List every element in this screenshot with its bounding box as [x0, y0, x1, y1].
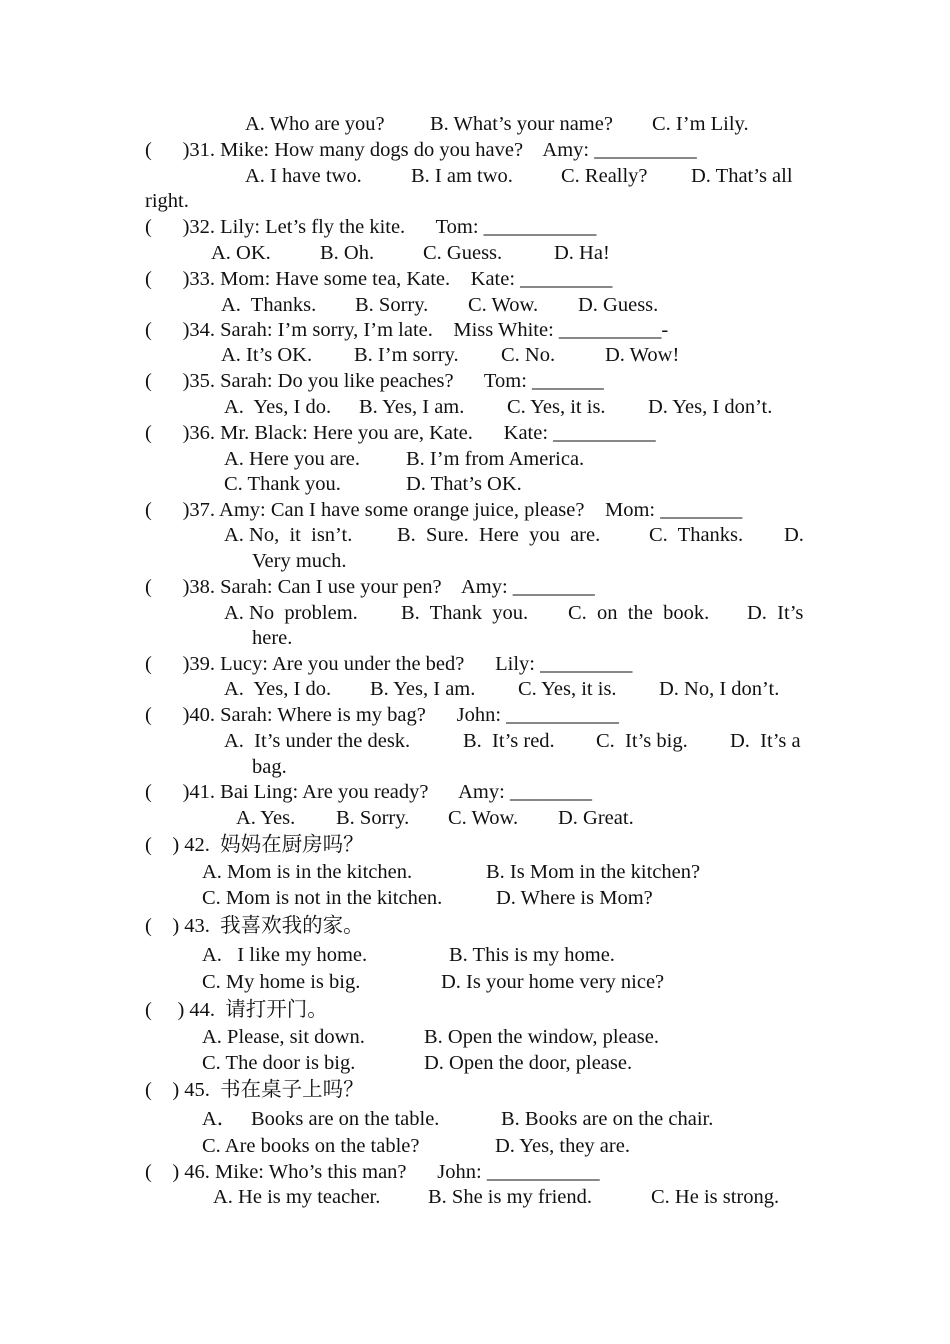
q46-option-c: C. He is strong. — [651, 1186, 780, 1208]
q40-option-d: D. It’s a — [730, 730, 801, 752]
q31-option-d: D. That’s all — [691, 165, 793, 187]
q31-option-d-wrap: right. — [145, 190, 189, 212]
q34-option-a: A. It’s OK. — [221, 344, 313, 366]
q35-stem: ( )35. Sarah: Do you like peaches? Tom: _______ — [145, 370, 604, 392]
q30-option-b: B. What’s your name? — [430, 113, 613, 135]
q45-option-a-letter: A． — [202, 1108, 238, 1130]
q39-option-a: A. Yes, I do. — [224, 678, 332, 700]
q33-option-a: A. Thanks. — [221, 294, 317, 316]
q38-option-b: B. Thank you. — [401, 602, 529, 624]
q39-option-d: D. No, I don’t. — [659, 678, 780, 700]
q34-option-d: D. Wow! — [605, 344, 680, 366]
q45-option-b: B. Books are on the chair. — [501, 1108, 714, 1130]
q33-option-d: D. Guess. — [578, 294, 659, 316]
q43-stem: ( ) 43. 我喜欢我的家。 — [145, 915, 364, 937]
q42-option-c: C. Mom is not in the kitchen. — [202, 887, 443, 909]
q37-stem: ( )37. Amy: Can I have some orange juice, please? Mom: ________ — [145, 499, 743, 521]
q35-option-c: C. Yes, it is. — [507, 396, 606, 418]
q32-option-a: A. OK. — [211, 242, 271, 264]
q35-option-d: D. Yes, I don’t. — [648, 396, 773, 418]
q43-option-b: B. This is my home. — [449, 944, 615, 966]
q37-option-b: B. Sure. Here you are. — [397, 524, 601, 546]
q34-option-c: C. No. — [501, 344, 556, 366]
q36-option-d: D. That’s OK. — [406, 473, 522, 495]
q31-option-a: A. I have two. — [245, 165, 362, 187]
q41-option-c: C. Wow. — [448, 807, 519, 829]
q41-option-a: A. Yes. — [236, 807, 296, 829]
q33-option-b: B. Sorry. — [355, 294, 429, 316]
q44-option-c: C. The door is big. — [202, 1052, 356, 1074]
q42-option-d: D. Where is Mom? — [496, 887, 653, 909]
q38-option-d-wrap: here. — [252, 627, 293, 649]
q40-option-b: B. It’s red. — [463, 730, 555, 752]
q44-option-b: B. Open the window, please. — [424, 1026, 659, 1048]
q37-option-c: C. Thanks. — [649, 524, 744, 546]
q31-option-b: B. I am two. — [411, 165, 513, 187]
q41-option-d: D. Great. — [558, 807, 634, 829]
q43-option-d: D. Is your home very nice? — [441, 971, 665, 993]
q46-option-a: A. He is my teacher. — [213, 1186, 381, 1208]
q31-stem: ( )31. Mike: How many dogs do you have? Amy: __________ — [145, 139, 697, 161]
q36-option-c: C. Thank you. — [224, 473, 341, 495]
q36-stem: ( )36. Mr. Black: Here you are, Kate. Kate: __________ — [145, 422, 656, 444]
q32-stem: ( )32. Lily: Let’s fly the kite. Tom: ___________ — [145, 216, 597, 238]
q44-stem: ( ) 44. 请打开门。 — [145, 999, 328, 1021]
q34-stem: ( )34. Sarah: I’m sorry, I’m late. Miss White: __________- — [145, 319, 669, 341]
q45-stem: ( ) 45. 书在桌子上吗？ — [145, 1079, 364, 1101]
q32-option-c: C. Guess. — [423, 242, 503, 264]
q31-option-c: C. Really? — [561, 165, 648, 187]
q40-stem: ( )40. Sarah: Where is my bag? John: ___________ — [145, 704, 619, 726]
q39-option-c: C. Yes, it is. — [518, 678, 617, 700]
q38-option-d: D. It’s — [747, 602, 804, 624]
q42-stem: ( ) 42. 妈妈在厨房吗？ — [145, 834, 364, 856]
q36-option-a: A. Here you are. — [224, 448, 361, 470]
q45-option-a: Books are on the table. — [251, 1108, 440, 1130]
q35-option-b: B. Yes, I am. — [359, 396, 465, 418]
q33-stem: ( )33. Mom: Have some tea, Kate. Kate: _________ — [145, 268, 613, 290]
q30-option-a: A. Who are you? — [245, 113, 385, 135]
q37-option-d: D. — [784, 524, 804, 546]
q40-option-a: A. It’s under the desk. — [224, 730, 411, 752]
q45-option-c: C. Are books on the table? — [202, 1135, 420, 1157]
q34-option-b: B. I’m sorry. — [354, 344, 459, 366]
q32-option-d: D. Ha! — [554, 242, 610, 264]
q40-option-d-wrap: bag. — [252, 756, 287, 778]
q30-option-c: C. I’m Lily. — [652, 113, 749, 135]
q35-option-a: A. Yes, I do. — [224, 396, 332, 418]
q39-stem: ( )39. Lucy: Are you under the bed? Lily: _________ — [145, 653, 633, 675]
q43-option-c: C. My home is big. — [202, 971, 361, 993]
q39-option-b: B. Yes, I am. — [370, 678, 476, 700]
q42-option-a: A. Mom is in the kitchen. — [202, 861, 413, 883]
q41-option-b: B. Sorry. — [336, 807, 410, 829]
q33-option-c: C. Wow. — [468, 294, 539, 316]
q43-option-a: A. I like my home. — [202, 944, 368, 966]
q44-option-a: A. Please, sit down. — [202, 1026, 365, 1048]
q45-option-d: D. Yes, they are. — [495, 1135, 630, 1157]
q37-option-a: A. No, it isn’t. — [224, 524, 353, 546]
q42-option-b: B. Is Mom in the kitchen? — [486, 861, 701, 883]
q36-option-b: B. I’m from America. — [406, 448, 585, 470]
q32-option-b: B. Oh. — [320, 242, 375, 264]
q44-option-d: D. Open the door, please. — [424, 1052, 633, 1074]
q40-option-c: C. It’s big. — [596, 730, 688, 752]
q37-option-d-wrap: Very much. — [252, 550, 347, 572]
q38-option-a: A. No problem. — [224, 602, 358, 624]
q38-option-c: C. on the book. — [568, 602, 710, 624]
q38-stem: ( )38. Sarah: Can I use your pen? Amy: ________ — [145, 576, 595, 598]
q41-stem: ( )41. Bai Ling: Are you ready? Amy: ________ — [145, 781, 592, 803]
q46-option-b: B. She is my friend. — [428, 1186, 592, 1208]
q46-stem: ( ) 46. Mike: Who’s this man? John: ___________ — [145, 1161, 600, 1183]
